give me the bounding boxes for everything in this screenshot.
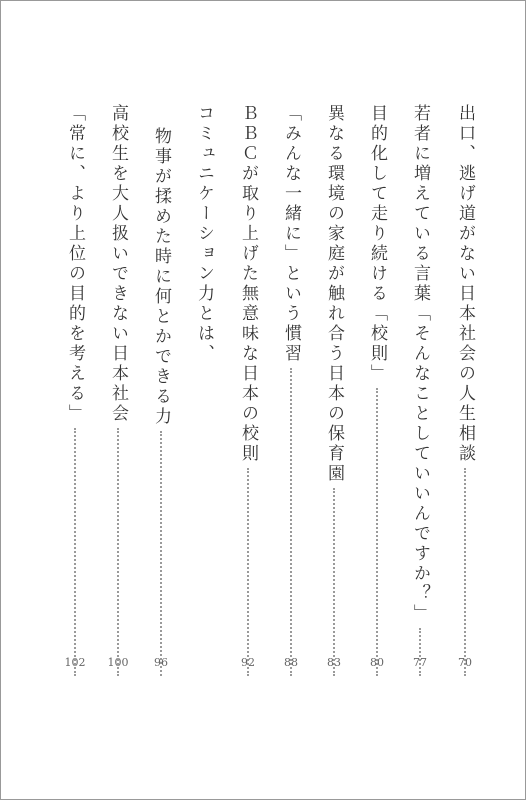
toc-entry[interactable]: [148, 127, 174, 676]
toc-entry-title: コミュニケーション力とは、: [194, 104, 214, 364]
toc-page-number: 96: [154, 656, 168, 669]
toc-entry[interactable]: [364, 104, 390, 676]
toc-entry[interactable]: [105, 104, 131, 676]
toc-page-number: 80: [370, 656, 384, 669]
toc-page-number: 83: [327, 656, 341, 669]
toc-entry[interactable]: [235, 104, 261, 676]
toc-page-number: 77: [413, 656, 427, 669]
toc-entry-title: ＢＢＣが取り上げた無意味な日本の校則: [238, 104, 258, 464]
toc-entry[interactable]: [278, 104, 304, 676]
toc-entry-title: 異なる環境の家庭が触れ合う日本の保育園: [324, 104, 344, 484]
toc-entry[interactable]: [452, 104, 478, 676]
dotted-leader: [290, 368, 292, 676]
toc-entry-title: 目的化して走り続ける「校則」: [367, 104, 387, 384]
dotted-leader: [247, 468, 249, 676]
toc-page-number: 102: [64, 656, 86, 669]
toc-entry-title: 高校生を大人扱いできない日本社会: [108, 104, 128, 424]
dotted-leader: [333, 488, 335, 676]
toc-page-number: 92: [241, 656, 255, 669]
toc-entry[interactable]: [321, 104, 347, 676]
toc-entry-title: 「常に、より上位の目的を考える」: [65, 104, 85, 424]
toc-entry[interactable]: [191, 104, 217, 676]
dotted-leader: [376, 388, 378, 676]
dotted-leader: [160, 431, 162, 676]
toc-page-number: 100: [107, 656, 129, 669]
toc-entry-title: 「みんな一緒に」という慣習: [281, 104, 301, 364]
dotted-leader: [74, 428, 76, 676]
dotted-leader: [464, 468, 466, 676]
dotted-leader: [117, 428, 119, 676]
toc-page-number: 88: [284, 656, 298, 669]
toc-page-number: 70: [458, 656, 472, 669]
toc-entry-title: 物事が揉めた時に何とかできる力: [151, 127, 171, 427]
toc-entry[interactable]: [407, 104, 433, 676]
toc-entry-title: 若者に増えている言葉「そんなことしていいんですか？」: [410, 104, 430, 624]
toc-entry-title: 出口、逃げ道がない日本社会の人生相談: [455, 104, 475, 464]
toc-entry[interactable]: [62, 104, 88, 676]
